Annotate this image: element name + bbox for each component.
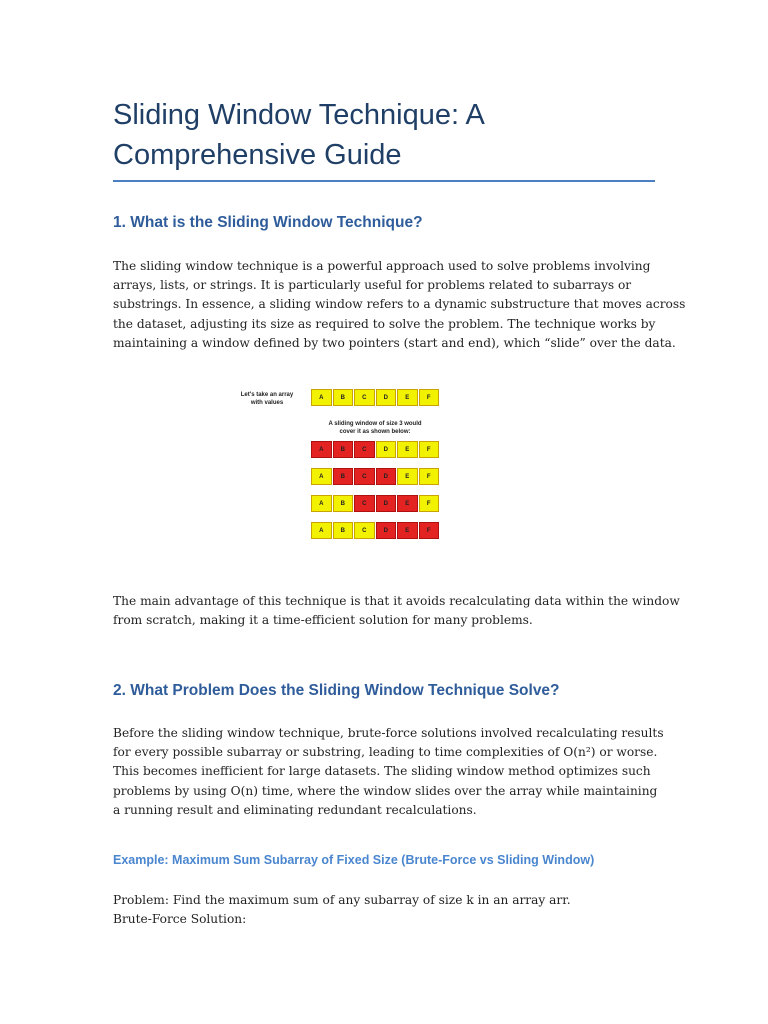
title-line: Comprehensive Guide <box>113 139 402 171</box>
array-label <box>231 391 303 407</box>
text-line: The main advantage of this technique is that it avoids recalculating data within the window <box>113 594 680 608</box>
window-step-row <box>311 495 440 512</box>
array-cell: A <box>311 468 332 485</box>
window-step-row <box>311 441 440 458</box>
window-cell: D <box>376 468 397 485</box>
section-1-paragraph-1 <box>113 257 686 353</box>
text-line: Before the sliding window technique, brute-force solutions involved recalculating results <box>113 726 664 740</box>
window-cell: E <box>397 495 418 512</box>
text-line: maintaining a window defined by two pointers (start and end), which “slide” over the data. <box>113 335 676 350</box>
window-cell: D <box>376 522 397 539</box>
label-line: A sliding window of size 3 would <box>328 421 422 427</box>
window-cell: B <box>333 441 354 458</box>
array-cell: B <box>333 389 354 406</box>
array-cell: A <box>311 389 332 406</box>
window-cell: C <box>354 468 375 485</box>
window-cell: A <box>311 441 332 458</box>
array-cell: A <box>311 522 332 539</box>
array-cell: A <box>311 495 332 512</box>
window-cell: C <box>354 441 375 458</box>
section-2-paragraph-1 <box>113 724 664 820</box>
example-heading: Example: Maximum Sum Subarray of Fixed Size (Brute-Force vs Sliding Window) <box>113 853 595 867</box>
section-1-heading: 1. What is the Sliding Window Technique? <box>113 214 423 231</box>
window-label <box>311 420 439 436</box>
label-line: with values <box>250 400 284 406</box>
title-divider <box>113 180 655 182</box>
array-cell: D <box>376 389 397 406</box>
array-cell: F <box>419 441 440 458</box>
label-line: Let's take an array <box>240 392 294 398</box>
text-line: arrays, lists, or strings. It is particularly useful for problems related to subarrays or <box>113 278 632 293</box>
array-cell: F <box>419 468 440 485</box>
array-cell: F <box>419 495 440 512</box>
array-cell: E <box>397 468 418 485</box>
text-line: for every possible subarray or substring, leading to time complexities of O(n²) or worse. <box>113 745 658 760</box>
array-cell: B <box>333 495 354 512</box>
text-line: Problem: Find the maximum sum of any subarray of size k in an array arr. <box>113 893 571 907</box>
array-cell: F <box>419 389 440 406</box>
text-line: Brute-Force Solution: <box>113 912 247 927</box>
text-line: The sliding window technique is a powerful approach used to solve problems involving <box>113 259 651 273</box>
title-line: Sliding Window Technique: A <box>113 99 485 131</box>
section-1-paragraph-2 <box>113 592 680 630</box>
array-cells <box>311 389 440 406</box>
array-cell: C <box>354 522 375 539</box>
text-line: a running result and eliminating redundant recalculations. <box>113 802 477 817</box>
array-cell: B <box>333 522 354 539</box>
window-cell: D <box>376 495 397 512</box>
array-cell: E <box>397 389 418 406</box>
text-line: the dataset, adjusting its size as required to solve the problem. The technique works by <box>113 316 656 331</box>
array-cell: D <box>376 441 397 458</box>
sliding-window-diagram <box>231 379 541 559</box>
section-2-heading: 2. What Problem Does the Sliding Window Technique Solve? <box>113 682 560 699</box>
window-cell: B <box>333 468 354 485</box>
window-cell: C <box>354 495 375 512</box>
window-step-row <box>311 522 440 539</box>
window-cell: E <box>397 522 418 539</box>
window-cell: F <box>419 522 440 539</box>
text-line: from scratch, making it a time-efficient solution for many problems. <box>113 613 533 628</box>
text-line: substrings. In essence, a sliding window refers to a dynamic substructure that moves across <box>113 297 686 312</box>
window-step-row <box>311 468 440 485</box>
label-line: cover it as shown below: <box>339 429 411 435</box>
array-cell: C <box>354 389 375 406</box>
array-cell: E <box>397 441 418 458</box>
text-line: This becomes inefficient for large datasets. The sliding window method optimizes such <box>113 764 651 779</box>
problem-statement <box>113 891 658 929</box>
document-title <box>113 95 673 175</box>
text-line: problems by using O(n) time, where the window slides over the array while maintaining <box>113 783 658 798</box>
